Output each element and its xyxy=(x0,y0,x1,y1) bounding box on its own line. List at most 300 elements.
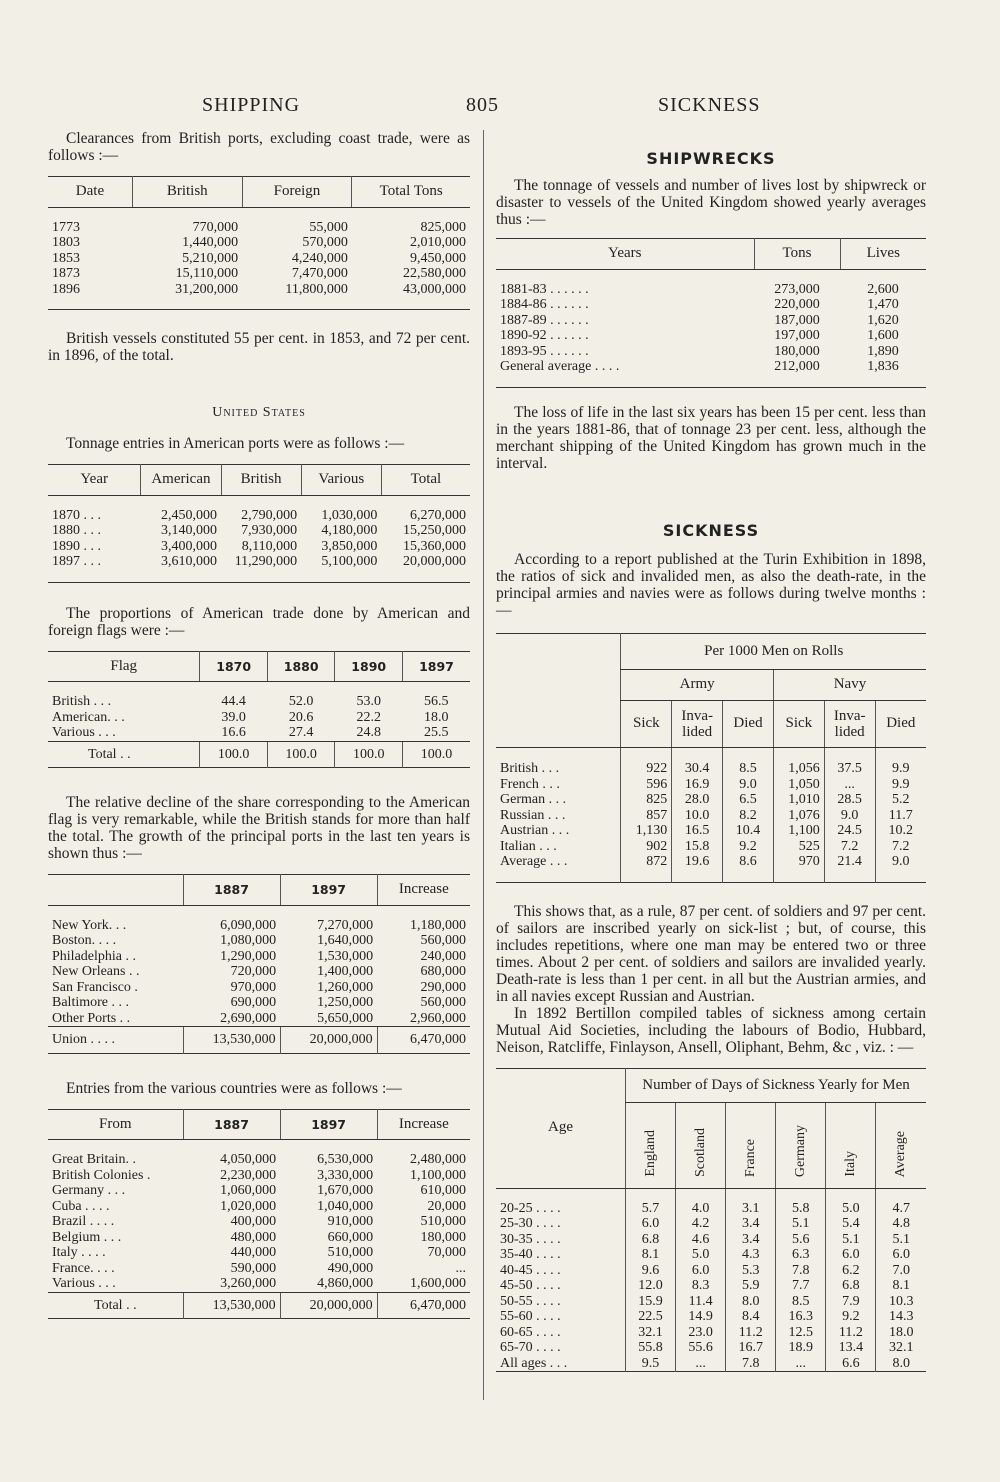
decline-text: The relative decline of the share corresponding to the American flag is very remarkable, while the British stands for more than half the total. The growth of the principal ports in the last ten years is shown thus :— xyxy=(48,794,470,862)
table-cell: 187,000 xyxy=(774,312,820,328)
table-cell: 6.0 xyxy=(676,1263,726,1279)
table-cell: 11.7 xyxy=(875,808,926,824)
col-header: France xyxy=(726,1102,776,1188)
table-cell xyxy=(48,495,141,508)
col-header: From xyxy=(48,1109,183,1140)
british-vessels-text: British vessels constituted 55 per cent. in 1853, and 72 per cent. in 1896, of the total. xyxy=(48,330,470,364)
table-cell: 9.2 xyxy=(826,1309,876,1325)
table-cell: 6.8 xyxy=(626,1232,676,1248)
table-cell: 7.9 xyxy=(826,1294,876,1310)
col-header: American xyxy=(141,465,221,496)
table-cell: 825,000 xyxy=(420,219,466,235)
table-cell: 590,000 xyxy=(230,1260,277,1276)
table-cell: Italy . . . . xyxy=(52,1245,106,1260)
table-cell: 25.5 xyxy=(423,725,449,740)
table-row xyxy=(48,933,470,949)
table-cell: 3.4 xyxy=(726,1216,776,1232)
table-cell: 220,000 xyxy=(774,297,820,312)
table-cell: 20,000 xyxy=(427,1198,466,1214)
table-cell: 1884-86 . . . . . . xyxy=(500,297,589,312)
table-row xyxy=(496,344,926,360)
table-cell: General average . . . . xyxy=(500,359,620,374)
table-row xyxy=(48,282,470,298)
armies-navies-sickness-table xyxy=(496,633,926,883)
table-cell: 22.5 xyxy=(626,1309,676,1325)
table-cell: 7.7 xyxy=(776,1278,826,1294)
table-cell: 8.6 xyxy=(723,854,774,870)
table-cell: 2,600 xyxy=(867,281,899,297)
table-cell: 28.5 xyxy=(824,792,875,808)
table-cell: 922 xyxy=(621,761,672,777)
table-row xyxy=(48,1183,470,1199)
table-cell: 1,050 xyxy=(773,777,824,793)
table-cell xyxy=(773,870,824,883)
table-cell: Philadelphia . . xyxy=(52,948,136,964)
table-cell: 180,000 xyxy=(774,343,820,359)
table-cell: 18.0 xyxy=(423,709,449,725)
table-cell xyxy=(221,495,301,508)
table-cell: 1,400,000 xyxy=(317,964,374,979)
table-cell: 27.4 xyxy=(288,725,314,740)
table-cell: 240,000 xyxy=(420,948,466,964)
table-cell: 720,000 xyxy=(230,964,277,979)
table-cell: 1,030,000 xyxy=(321,507,378,523)
table-cell xyxy=(377,1140,470,1153)
table-cell: 10.4 xyxy=(723,823,774,839)
table-cell: 2,480,000 xyxy=(410,1152,466,1167)
table-cell: 20.6 xyxy=(288,709,314,725)
table-cell xyxy=(754,375,840,388)
table-cell: American. . . xyxy=(52,709,125,725)
table-cell: Baltimore . . . xyxy=(52,995,129,1010)
table-cell: 902 xyxy=(621,839,672,855)
table-row xyxy=(496,854,926,870)
table-cell: 7.2 xyxy=(824,839,875,855)
table-cell: 290,000 xyxy=(420,979,466,995)
table-row xyxy=(496,1294,926,1310)
table-cell: 1,130 xyxy=(621,823,672,839)
table-cell: 4.6 xyxy=(676,1232,726,1248)
table-cell: 25-30 . . . . xyxy=(500,1216,561,1231)
table-cell: New Orleans . . xyxy=(52,964,140,979)
table-cell: France. . . . xyxy=(52,1260,115,1276)
table-cell: 14.3 xyxy=(876,1309,926,1325)
col-header: Increase xyxy=(377,875,470,906)
table-cell xyxy=(773,747,824,761)
col-header: 1897 xyxy=(280,1109,377,1140)
col-header: Sick xyxy=(621,700,672,747)
col-header: 1870 xyxy=(200,651,268,682)
table-cell: 55.6 xyxy=(676,1340,726,1356)
table-cell: 690,000 xyxy=(230,995,277,1010)
countries-entries-table xyxy=(48,1109,470,1320)
table-cell xyxy=(132,207,242,220)
table-cell xyxy=(183,1140,280,1153)
table-cell: 4.2 xyxy=(676,1216,726,1232)
table-cell: 6.0 xyxy=(626,1216,676,1232)
table-cell xyxy=(301,570,381,583)
col-header: British xyxy=(221,465,301,496)
table-row xyxy=(48,220,470,236)
clearances-intro: Clearances from British ports, excluding coast trade, were as follows :— xyxy=(48,130,470,164)
table-cell: 3.4 xyxy=(726,1232,776,1248)
table-cell: 5.4 xyxy=(826,1216,876,1232)
col-header xyxy=(48,875,183,906)
col-header: Died xyxy=(875,700,926,747)
table-cell: 13,530,000 xyxy=(183,1292,280,1319)
table-cell: 6.5 xyxy=(723,792,774,808)
table-row xyxy=(496,1201,926,1217)
table-cell: 100.0 xyxy=(200,741,268,768)
table-cell xyxy=(723,870,774,883)
principal-ports-table xyxy=(48,874,470,1054)
total-row xyxy=(48,1292,470,1319)
table-cell: 55,000 xyxy=(309,219,348,235)
table-cell: 7,470,000 xyxy=(291,266,348,281)
table-cell xyxy=(242,297,352,310)
table-cell: 20,000,000 xyxy=(280,1292,377,1319)
table-cell xyxy=(723,747,774,761)
table-row xyxy=(496,1232,926,1248)
table-cell: 9,450,000 xyxy=(410,250,466,266)
table-cell: German . . . xyxy=(500,792,567,807)
table-cell: 10.3 xyxy=(876,1294,926,1310)
table-row xyxy=(48,1245,470,1261)
table-row xyxy=(48,1214,470,1230)
table-cell: 1,890 xyxy=(867,343,899,359)
table-row xyxy=(496,282,926,298)
table-cell: 1,056 xyxy=(773,761,824,777)
table-cell: 7.8 xyxy=(776,1263,826,1279)
bertillon-text: In 1892 Bertillon compiled tables of sickness among certain Mutual Aid Societies, including the labours of Bodio, Hubbard, Neison, Ratcliffe, Finlayson, Ansell, Oliphant, Behm, &c , viz. : — xyxy=(496,1004,926,1056)
table-cell: 9.0 xyxy=(723,777,774,793)
table-cell: 4,180,000 xyxy=(321,523,378,538)
table-cell: 6,270,000 xyxy=(410,507,466,523)
table-cell: ... xyxy=(676,1356,726,1372)
table-cell: 1,836 xyxy=(867,359,899,374)
loss-of-life-text: The loss of life in the last six years has been 15 per cent. less than in the years 1881-86, that of tonnage 23 per cent. less, although the merchant shipping of the United Kingdom has grown much in the interval. xyxy=(496,403,926,472)
table-cell: 32.1 xyxy=(626,1325,676,1341)
table-row xyxy=(48,539,470,555)
table-cell xyxy=(48,1140,183,1153)
table-row xyxy=(496,777,926,793)
table-cell: 197,000 xyxy=(774,328,820,343)
table-cell: ... xyxy=(824,777,875,793)
table-cell xyxy=(824,870,875,883)
table-cell: 100.0 xyxy=(335,741,403,768)
table-row xyxy=(496,1309,926,1325)
table-row xyxy=(496,1325,926,1341)
table-cell: 6,530,000 xyxy=(317,1152,374,1167)
table-cell: 2,450,000 xyxy=(161,507,217,523)
col-header: Died xyxy=(723,700,774,747)
table-cell: 18.0 xyxy=(876,1325,926,1341)
table-cell: 52.0 xyxy=(288,694,314,709)
col-header: 1897 xyxy=(280,875,377,906)
table-cell: 1,600,000 xyxy=(410,1276,466,1291)
table-cell xyxy=(301,495,381,508)
table-cell: 570,000 xyxy=(302,235,348,250)
table-cell: 825 xyxy=(621,792,672,808)
table-cell: 510,000 xyxy=(420,1214,466,1229)
table-cell: 7,930,000 xyxy=(241,523,298,538)
table-cell: French . . . xyxy=(500,776,560,792)
table-row xyxy=(496,1216,926,1232)
table-cell xyxy=(200,682,268,695)
table-cell xyxy=(496,375,754,388)
table-cell xyxy=(267,682,335,695)
table-cell: 16.3 xyxy=(776,1309,826,1325)
table-cell: 12.5 xyxy=(776,1325,826,1341)
table-cell: 1,010 xyxy=(773,792,824,808)
table-cell: 6.3 xyxy=(776,1247,826,1263)
table-cell: 3,260,000 xyxy=(220,1276,277,1291)
table-cell: 1,670,000 xyxy=(317,1183,374,1198)
table-cell xyxy=(381,495,470,508)
table-cell xyxy=(183,905,280,918)
col-header: Date xyxy=(48,177,132,208)
us-tonnage-table xyxy=(48,464,470,583)
table-cell: 16.7 xyxy=(726,1340,776,1356)
table-cell: 15,250,000 xyxy=(403,523,466,538)
table-cell: 11.2 xyxy=(826,1325,876,1341)
table-cell: 910,000 xyxy=(327,1214,374,1229)
col-header: Tons xyxy=(754,239,840,270)
table-cell xyxy=(377,905,470,918)
table-cell: 100.0 xyxy=(402,741,470,768)
table-cell: 50-55 . . . . xyxy=(500,1293,561,1309)
table-cell: 3,330,000 xyxy=(317,1167,374,1183)
col-header: Inva- lided xyxy=(824,700,875,747)
left-column xyxy=(48,130,470,1319)
army-header: Army xyxy=(621,670,773,701)
table-row xyxy=(48,266,470,282)
table-cell: 55.8 xyxy=(626,1340,676,1356)
table-cell: Russian . . . xyxy=(500,807,566,823)
table-cell: 35-40 . . . . xyxy=(500,1247,561,1262)
table-cell: 1,076 xyxy=(773,808,824,824)
table-cell: 6.0 xyxy=(826,1247,876,1263)
table-cell: 55-60 . . . . xyxy=(500,1309,561,1324)
table-cell: 1896 xyxy=(52,281,80,297)
table-row xyxy=(48,1261,470,1277)
table-cell: 3,610,000 xyxy=(161,554,217,569)
table-cell: 13,530,000 xyxy=(183,1027,280,1054)
table-cell xyxy=(352,207,470,220)
running-header xyxy=(0,94,1000,120)
table-cell: 44.4 xyxy=(221,694,246,709)
table-cell xyxy=(335,682,403,695)
table-cell: 1897 . . . xyxy=(52,554,101,569)
table-cell xyxy=(726,1188,776,1201)
days-of-sickness-table xyxy=(496,1068,926,1373)
table-cell: British . . . xyxy=(52,694,112,709)
table-cell xyxy=(221,570,301,583)
table-cell: 53.0 xyxy=(356,694,381,709)
table-cell: Total . . xyxy=(48,741,200,768)
table-row xyxy=(496,297,926,313)
table-cell: 7.0 xyxy=(876,1263,926,1279)
table-cell: 43,000,000 xyxy=(403,281,466,297)
col-header: 1887 xyxy=(183,1109,280,1140)
table-cell: 510,000 xyxy=(327,1245,374,1260)
sickness-heading: SICKNESS xyxy=(662,520,760,540)
table-cell: 11,800,000 xyxy=(285,281,348,297)
table-cell: 14.9 xyxy=(676,1309,726,1325)
table-cell xyxy=(824,747,875,761)
table-cell: 65-70 . . . . xyxy=(500,1340,561,1355)
table-cell xyxy=(621,747,672,761)
table-cell: 1773 xyxy=(52,219,80,235)
table-cell: Austrian . . . xyxy=(500,823,570,838)
table-row xyxy=(48,995,470,1011)
table-cell: 1893-95 . . . . . . xyxy=(500,343,589,359)
table-cell xyxy=(876,1188,926,1201)
table-cell: San Francisco . xyxy=(52,979,138,995)
table-cell xyxy=(496,870,621,883)
table-cell: All ages . . . xyxy=(500,1355,568,1371)
page-number: 805 xyxy=(466,94,499,116)
col-header: Year xyxy=(48,465,141,496)
table-cell: 5.8 xyxy=(776,1201,826,1217)
table-cell: 180,000 xyxy=(420,1229,466,1245)
table-cell: 596 xyxy=(621,777,672,793)
col-header: Average xyxy=(876,1102,926,1188)
table-cell: 1,040,000 xyxy=(317,1198,374,1214)
table-cell: Boston. . . . xyxy=(52,933,117,948)
table-cell: 20,000,000 xyxy=(403,554,466,569)
table-cell xyxy=(280,1140,377,1153)
table-cell: 24.5 xyxy=(824,823,875,839)
table-cell xyxy=(48,297,132,310)
table-cell: 1881-83 . . . . . . xyxy=(500,281,589,297)
table-row xyxy=(496,808,926,824)
table-cell: 11,290,000 xyxy=(234,554,298,569)
table-row xyxy=(48,980,470,996)
table-cell: 6,470,000 xyxy=(377,1027,470,1054)
table-cell: 480,000 xyxy=(230,1229,277,1245)
table-cell xyxy=(141,570,221,583)
table-row xyxy=(496,839,926,855)
table-cell: 5.2 xyxy=(875,792,926,808)
table-cell xyxy=(776,1188,826,1201)
table-cell: 560,000 xyxy=(420,995,466,1010)
table-cell: 770,000 xyxy=(192,219,239,235)
table-cell: 440,000 xyxy=(230,1245,277,1260)
table-cell: 1,530,000 xyxy=(317,948,374,964)
table-cell: 2,960,000 xyxy=(410,1010,466,1026)
table-cell: 1,290,000 xyxy=(220,948,277,964)
table-cell: 15.8 xyxy=(672,839,723,855)
col-header: Lives xyxy=(840,239,926,270)
table-cell: 490,000 xyxy=(327,1260,374,1276)
table-cell: 9.6 xyxy=(626,1263,676,1279)
table-cell: 857 xyxy=(621,808,672,824)
table-cell xyxy=(352,297,470,310)
table-cell: 1,620 xyxy=(867,312,899,328)
table-cell: Germany . . . xyxy=(52,1183,126,1198)
table-cell: 1887-89 . . . . . . xyxy=(500,312,589,328)
table-cell: 56.5 xyxy=(423,694,449,709)
table-cell: 7.8 xyxy=(726,1356,776,1372)
navy-header: Navy xyxy=(773,670,926,701)
table-cell: 1,470 xyxy=(867,297,899,312)
table-cell: 6,090,000 xyxy=(220,917,277,933)
table-cell: 6,470,000 xyxy=(377,1292,470,1319)
table-cell: 680,000 xyxy=(420,964,466,979)
table-cell: 1890-92 . . . . . . xyxy=(500,328,589,343)
table-row xyxy=(496,792,926,808)
table-cell: 15,110,000 xyxy=(175,266,239,281)
table-cell: 8.5 xyxy=(776,1294,826,1310)
table-cell: 1,060,000 xyxy=(220,1183,277,1198)
table-cell: 70,000 xyxy=(427,1245,466,1260)
table-cell: 5.9 xyxy=(726,1278,776,1294)
table-cell: 30.4 xyxy=(672,761,723,777)
table-cell: 20-25 . . . . xyxy=(500,1200,561,1216)
table-cell: 2,790,000 xyxy=(241,507,298,523)
table-row xyxy=(48,1168,470,1184)
table-cell: ... xyxy=(455,1260,466,1276)
table-cell: 970 xyxy=(773,854,824,870)
table-cell: 5.3 xyxy=(726,1263,776,1279)
col-header: Total Tons xyxy=(352,177,470,208)
table-cell: 5,100,000 xyxy=(321,554,378,569)
table-row xyxy=(496,761,926,777)
table-row xyxy=(48,725,470,741)
table-cell xyxy=(48,682,200,695)
table-row xyxy=(496,328,926,344)
col-header: 1890 xyxy=(335,651,403,682)
table-cell: 1803 xyxy=(52,235,80,250)
per-1000-header: Per 1000 Men on Rolls xyxy=(621,633,926,670)
days-sickness-header: Number of Days of Sickness Yearly for Men xyxy=(626,1068,926,1102)
table-cell: 11.4 xyxy=(676,1294,726,1310)
table-cell: 7,270,000 xyxy=(317,917,374,933)
table-cell xyxy=(826,1188,876,1201)
table-cell: 8.0 xyxy=(876,1356,926,1372)
table-cell xyxy=(381,570,470,583)
table-cell xyxy=(626,1188,676,1201)
table-cell: 8.4 xyxy=(726,1309,776,1325)
table-cell: 1,100,000 xyxy=(410,1167,466,1183)
table-row xyxy=(48,251,470,267)
table-cell: 13.4 xyxy=(826,1340,876,1356)
united-states-heading: United States xyxy=(212,405,306,420)
table-cell: 6.0 xyxy=(876,1247,926,1263)
table-row xyxy=(48,508,470,524)
table-row xyxy=(48,235,470,251)
table-cell: 4.7 xyxy=(876,1201,926,1217)
table-cell: 5.0 xyxy=(676,1247,726,1263)
col-header: Italy xyxy=(826,1102,876,1188)
table-row xyxy=(496,1356,926,1372)
table-cell: 610,000 xyxy=(420,1183,466,1198)
table-cell: 5.6 xyxy=(776,1232,826,1248)
table-row xyxy=(48,1230,470,1246)
table-cell: 5.7 xyxy=(626,1201,676,1217)
table-cell: 872 xyxy=(621,854,672,870)
table-cell: 30-35 . . . . xyxy=(500,1231,561,1247)
table-cell: 273,000 xyxy=(774,281,820,297)
table-row xyxy=(48,949,470,965)
col-header: 1880 xyxy=(267,651,335,682)
table-row xyxy=(48,1011,470,1027)
table-cell: 11.2 xyxy=(726,1325,776,1341)
table-cell: 8,110,000 xyxy=(241,538,298,554)
table-cell: 9.0 xyxy=(824,808,875,824)
table-row xyxy=(48,1276,470,1292)
